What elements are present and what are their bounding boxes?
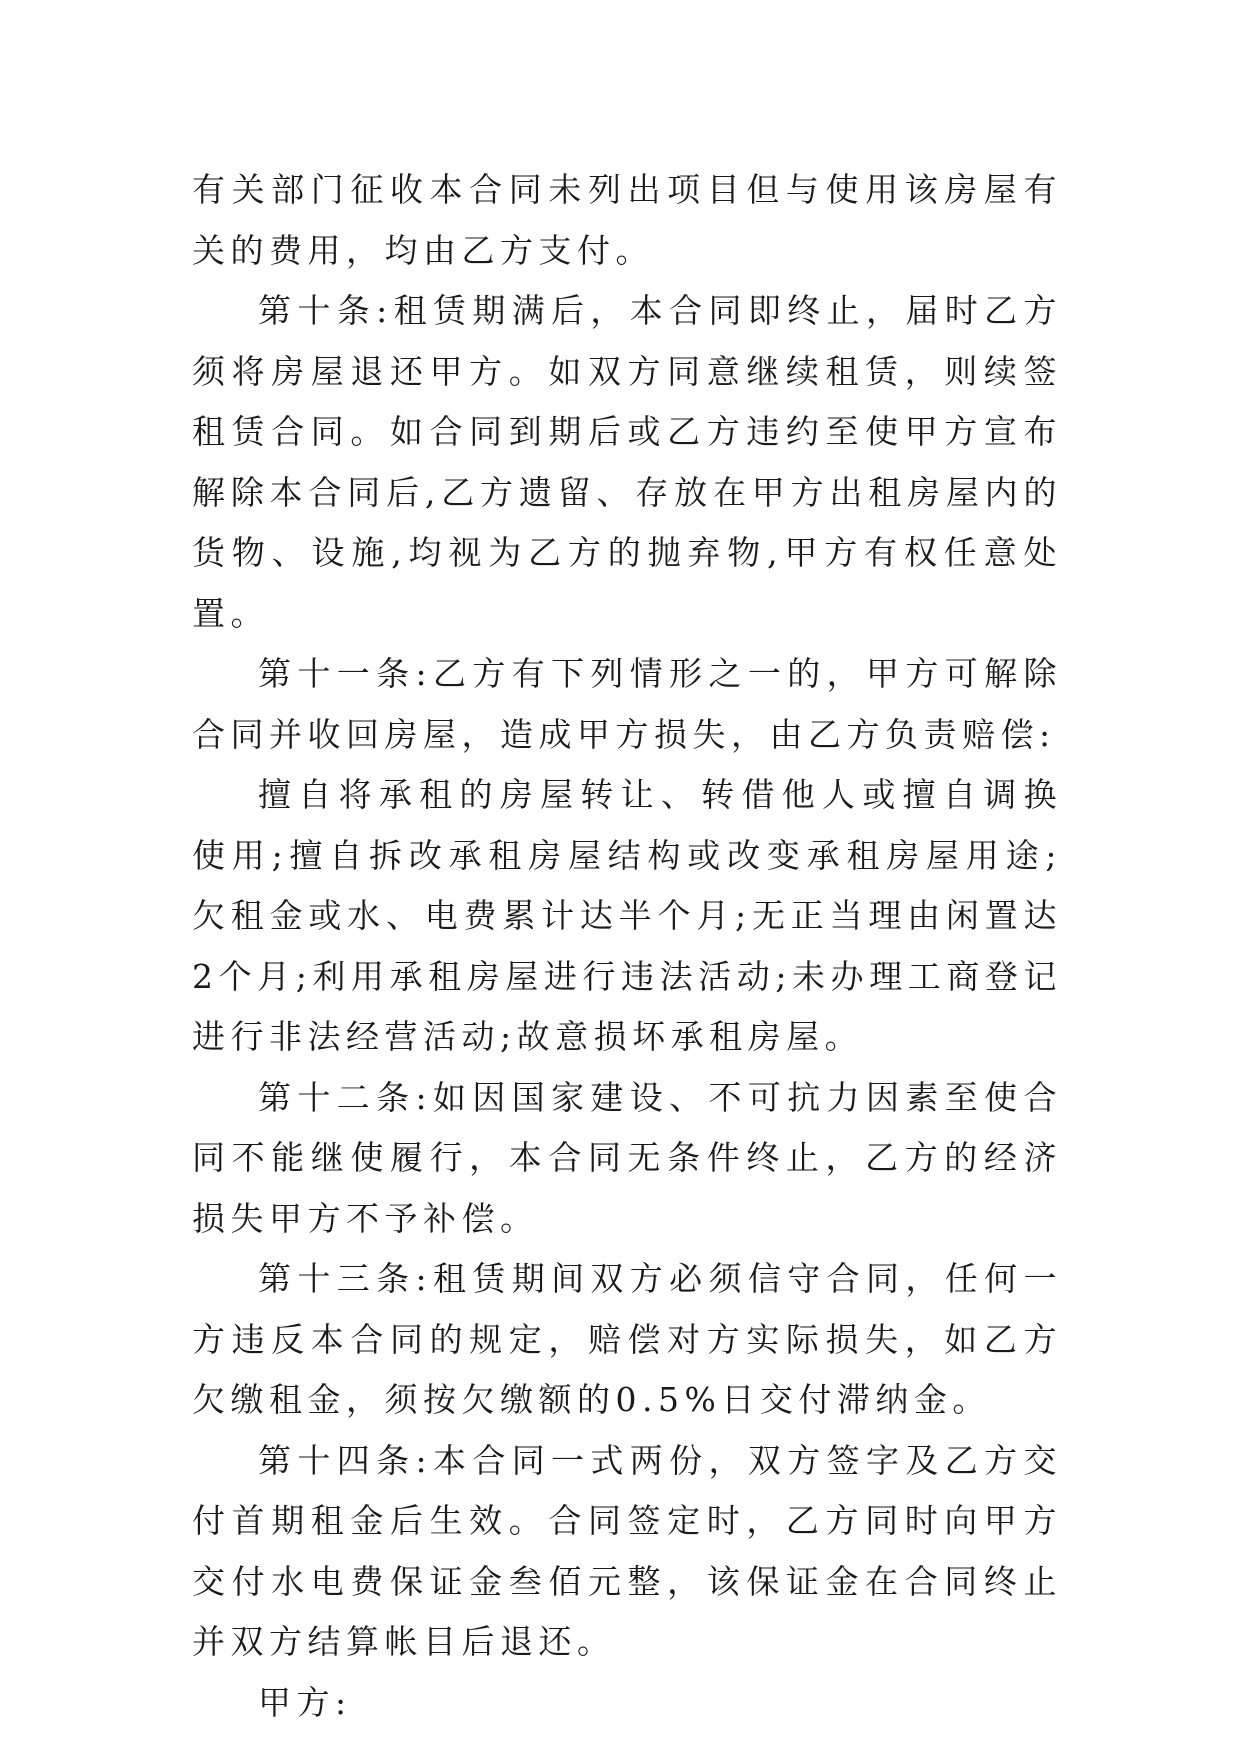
paragraph-fee-continuation: 有关部门征收本合同未列出项目但与使用该房屋有关的费用，均由乙方支付。 [192,170,1062,270]
signature-party-a-label: 甲方: [258,1682,352,1722]
paragraph-article-10: 第十条:租赁期满后，本合同即终止，届时乙方须将房屋退还甲方。如双方同意继续租赁，则续签租赁合同。如合同到期后或乙方违约至使甲方宣布解除本合同后,乙方遗留、存放在甲方出租房屋内的货物、设施,均视为乙方的抛弃物,甲方有权任意处置。 [192,291,1062,633]
paragraph-article-14: 第十四条:本合同一式两份，双方签字及乙方交付首期租金后生效。合同签定时，乙方同时向甲方交付水电费保证金叁佰元整，该保证金在合同终止并双方结算帐目后退还。 [192,1440,1062,1661]
paragraph-article-12: 第十二条:如因国家建设、不可抗力因素至使合同不能继使履行，本合同无条件终止，乙方的经济损失甲方不予补偿。 [192,1077,1062,1238]
document-body [192,160,1062,1733]
paragraph-article-11-details: 擅自将承租的房屋转让、转借他人或擅自调换使用;擅自拆改承租房屋结构或改变承租房屋用途;欠租金或水、电费累计达半个月;无正当理由闲置达2个月;利用承租房屋进行违法活动;未办理工商登记进行非法经营活动;故意损坏承租房屋。 [192,775,1062,1056]
paragraph-article-13: 第十三条:租赁期间双方必须信守合同，任何一方违反本合同的规定，赔偿对方实际损失，如乙方欠缴租金，须按欠缴额的0.5%日交付滞纳金。 [192,1259,1062,1419]
paragraph-article-11: 第十一条:乙方有下列情形之一的，甲方可解除合同并收回房屋，造成甲方损失，由乙方负责赔偿: [192,654,1062,754]
